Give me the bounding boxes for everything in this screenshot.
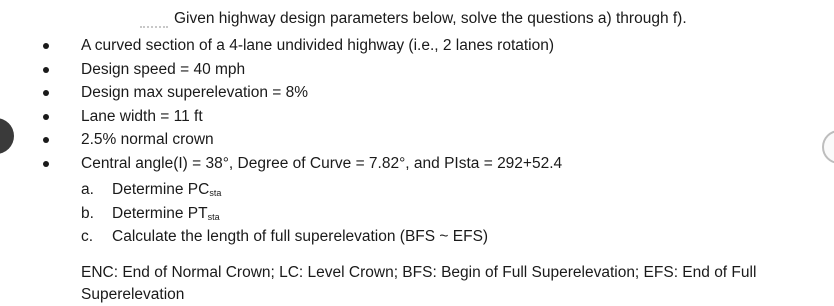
parameter-text: Central angle(I) = 38°, Degree of Curve = 7.82°, and PIsta = 292+52.4 [81, 154, 563, 172]
question-list [81, 178, 488, 249]
parameter-list [41, 34, 562, 175]
list-item [41, 34, 562, 58]
question-text [112, 181, 221, 198]
abbreviation-note: ENC: End of Normal Crown; LC: Level Crown; BFS: Begin of Full Superelevation; EFS: End of Full Superelevation [81, 264, 757, 303]
question-main: Determine PT [112, 204, 208, 222]
parameter-text: 2.5% normal crown [81, 131, 214, 148]
list-item [41, 105, 562, 129]
bullet-icon [43, 67, 49, 73]
list-item [41, 128, 562, 152]
parameter-text: Design speed = 40 mph [81, 60, 246, 78]
bullet-icon [43, 161, 49, 167]
parameter-text: Design max superelevation = 8% [81, 84, 309, 101]
question-letter: a. [81, 181, 94, 198]
question-text [112, 205, 220, 222]
question-subscript: sta [209, 188, 222, 198]
question-main: Determine PC [112, 181, 210, 198]
question-subscript: sta [207, 211, 220, 222]
bullet-icon [43, 137, 49, 143]
question-item [81, 225, 488, 249]
left-edge-button-icon[interactable] [0, 118, 14, 154]
parameter-text: Lane width = 11 ft [81, 107, 203, 125]
list-item [41, 81, 562, 105]
parameter-text: A curved section of a 4-lane undivided highway (i.e., 2 lanes rotation) [81, 37, 555, 54]
question-item [81, 202, 488, 226]
question-letter: b. [81, 204, 94, 222]
list-item [41, 58, 562, 82]
question-text [112, 228, 488, 245]
question-item [81, 178, 488, 202]
bullet-icon [43, 43, 49, 49]
faint-scan-mark [140, 16, 168, 28]
list-item [41, 152, 562, 176]
problem-prompt: Given highway design parameters below, solve the questions a) through f). [174, 10, 687, 27]
bullet-icon [43, 114, 49, 120]
right-edge-button-icon[interactable] [822, 130, 834, 164]
question-main: Calculate the length of full superelevation (BFS ~ EFS) [112, 228, 489, 245]
question-letter: c. [81, 228, 94, 245]
bullet-icon [43, 90, 49, 96]
